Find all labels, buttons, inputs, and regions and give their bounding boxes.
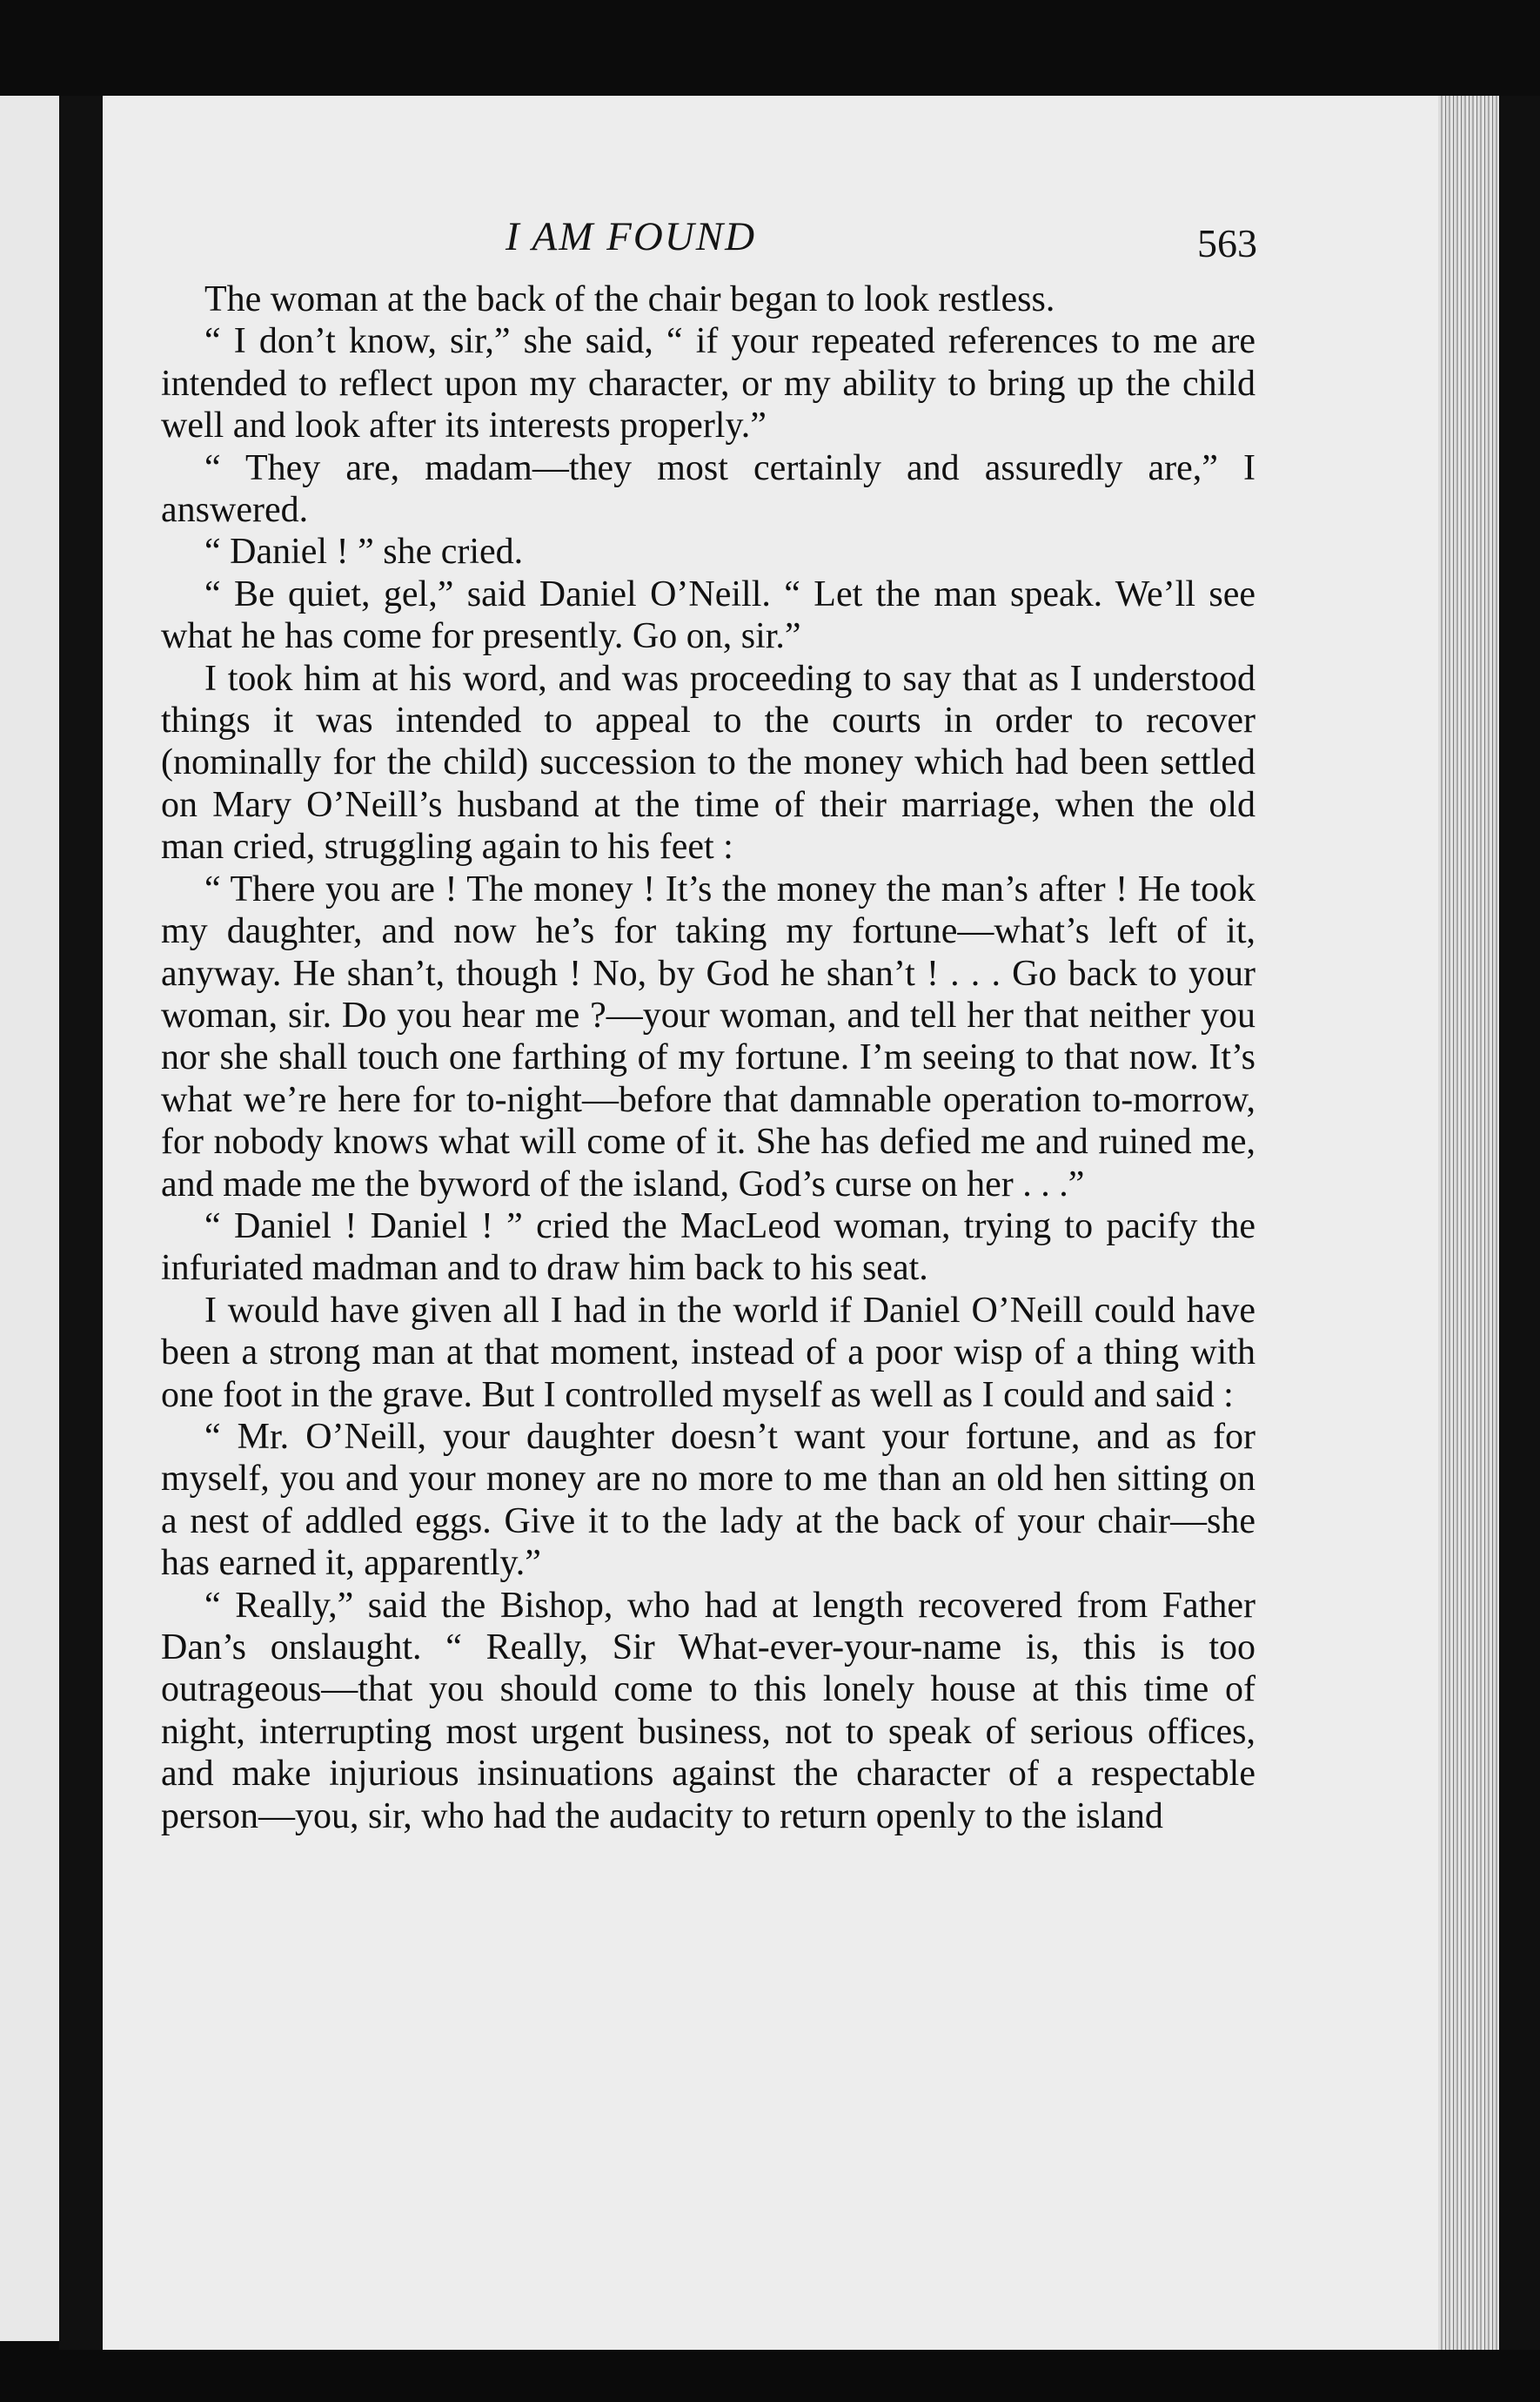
page-number: 563 bbox=[1197, 221, 1257, 265]
paragraph: “ I don’t know, sir,” she said, “ if your repeated references to me are intended to reflect upon my character, or my ability to bring up the child well and look after its interests properly.” bbox=[161, 321, 1255, 446]
paragraph: I took him at his word, and was proceeding to say that as I understood things it was intended to appeal to the courts in order to recover (nominally for the child) succession to the money which had been settled on Mary O’Neill’s husband at the time of their marriage, when the old man cried, struggling again to his feet : bbox=[161, 658, 1255, 868]
paragraph: The woman at the back of the chair began to look restless. bbox=[204, 279, 1055, 319]
scan-top-border bbox=[0, 0, 1540, 96]
paragraph: “ Daniel ! ” she cried. bbox=[204, 532, 524, 573]
paragraph: “ Mr. O’Neill, your daughter doesn’t want your fortune, and as for myself, you and your money are no more to me than an old hen sitting on a nest of addled eggs. Give it to the lady at the back of your chair—she has earned it, apparently.” bbox=[161, 1416, 1255, 1584]
left-page-edge bbox=[0, 96, 59, 2341]
page-stack-edge bbox=[1438, 96, 1499, 2350]
body-text bbox=[161, 278, 1255, 1837]
paragraph: “ Really,” said the Bishop, who had at length recovered from Father Dan’s onslaught. “ Really, Sir What-ever-your-name is, this is too outrageous—that you should come to this lonely house at this time of night, interrupting most urgent business, not to speak of serious offices, and make injurious insinuations against the character of a respectable person—you, sir, who had the audacity to return openly to the island bbox=[161, 1585, 1255, 1836]
paragraph: “ There you are ! The money ! It’s the money the man’s after ! He took my daughter, and now he’s for taking my fortune—what’s left of it, anyway. He shan’t, though ! No, by God he shan’t ! . . . Go back to your woman, sir. Do you hear me ?—your woman, and tell her that neither you nor she shall touch one farthing of my fortune. I’m seeing to that now. It’s what we’re here for to-night—before that damnable operation to-morrow, for nobody knows what will come of it. She has defied me and ruined me, and made me the byword of the island, God’s curse on her . . .” bbox=[161, 869, 1255, 1204]
running-head: I AM FOUND bbox=[505, 214, 757, 259]
page-header bbox=[161, 213, 1257, 274]
paragraph: “ Be quiet, gel,” said Daniel O’Neill. “ Let the man speak. We’ll see what he has come for presently. Go on, sir.” bbox=[161, 574, 1255, 657]
paragraph: I would have given all I had in the world if Daniel O’Neill could have been a strong man at that moment, instead of a poor wisp of a thing with one foot in the grave. But I controlled myself as well as I could and said : bbox=[161, 1290, 1255, 1415]
scan-right-border bbox=[1499, 96, 1540, 2350]
paragraph: “ They are, madam—they most certainly and assuredly are,” I answered. bbox=[161, 447, 1255, 531]
paragraph: “ Daniel ! Daniel ! ” cried the MacLeod woman, trying to pacify the infuriated madman and to draw him back to his seat. bbox=[161, 1205, 1255, 1289]
book-gutter bbox=[59, 96, 103, 2350]
scan-bottom-border bbox=[0, 2350, 1540, 2402]
